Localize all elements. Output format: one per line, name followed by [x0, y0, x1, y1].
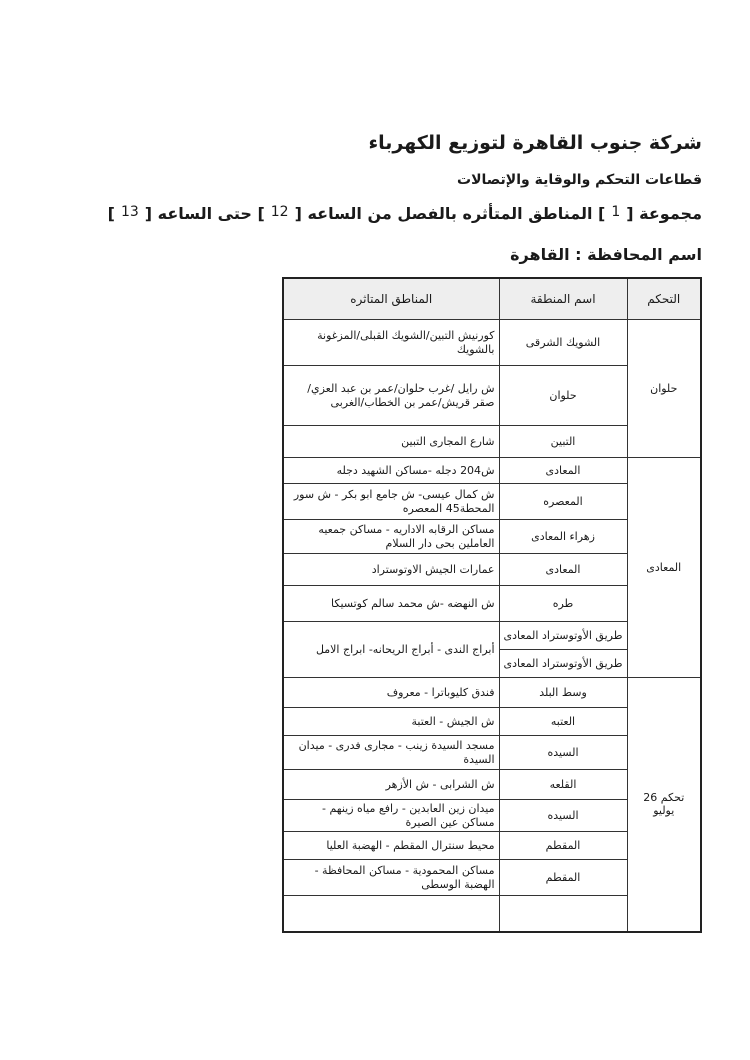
header-control: التحكم [627, 278, 701, 320]
zone-cell: الشويك الشرقى [499, 320, 627, 366]
control-cell: المعادى [627, 458, 701, 678]
zone-cell: المعصره [499, 484, 627, 520]
header-zone: اسم المنطقة [499, 278, 627, 320]
table-row [283, 458, 701, 484]
table-row [283, 678, 701, 708]
affected-cell: عمارات الجيش الاوتوستراد [283, 554, 499, 586]
affected-cell-empty [283, 896, 499, 932]
zone-cell: طريق الأوتوستراد المعادى [499, 622, 627, 650]
zone-cell: المقطم [499, 860, 627, 896]
table-row [283, 320, 701, 366]
affected-cell: كورنيش التبين/الشويك القبلى/المزغونة بالشويك [283, 320, 499, 366]
zone-cell: العتبه [499, 708, 627, 736]
zone-cell: المعادى [499, 554, 627, 586]
zone-cell: السيده [499, 736, 627, 770]
affected-cell: ميدان زين العابدين - رافع مياه زينهم - مساكن عين الصيرة [283, 800, 499, 832]
affected-cell: مسجد السيدة زينب - مجارى فدرى - ميدان السيدة [283, 736, 499, 770]
affected-cell: شارع المجارى التبين [283, 426, 499, 458]
zone-cell: زهراء المعادى [499, 520, 627, 554]
zone-cell: السيده [499, 800, 627, 832]
affected-cell: فندق كليوباترا - معروف [283, 678, 499, 708]
zone-cell: المعادى [499, 458, 627, 484]
affected-cell: ش الشرابى - ش الأزهر [283, 770, 499, 800]
affected-cell: أبراج الندى - أبراج الريحانه- ابراج الامل [283, 622, 499, 678]
affected-cell: ش كمال عيسى- ش جامع ابو بكر - ش سور المحطة45 المعصره [283, 484, 499, 520]
hour-to: 13 [120, 204, 139, 220]
group-prefix: مجموعة [ [626, 204, 702, 223]
affected-areas-table [282, 277, 702, 933]
control-cell: حلوان [627, 320, 701, 458]
group-heading [88, 204, 702, 223]
zone-cell: طريق الأوتوستراد المعادى [499, 650, 627, 678]
zone-cell: المقطم [499, 832, 627, 860]
zone-cell: طره [499, 586, 627, 622]
affected-cell: ش الجيش - العتبة [283, 708, 499, 736]
hour-from: 12 [270, 204, 289, 220]
zone-cell: التبين [499, 426, 627, 458]
group-mid-2: ] حتى الساعه [ [144, 204, 265, 223]
group-number: 1 [611, 204, 621, 220]
affected-cell: ش النهضه -ش محمد سالم كوتسيكا [283, 586, 499, 622]
company-title: شركة جنوب القاهرة لتوزيع الكهرباء [368, 132, 702, 154]
header-affected: المناطق المتاثره [283, 278, 499, 320]
department-title: قطاعات التحكم والوقاية والإتصالات [457, 172, 702, 188]
zone-cell: حلوان [499, 366, 627, 426]
group-mid-1: ] المناطق المتأثره بالفصل من الساعه [ [294, 204, 606, 223]
zone-cell: وسط البلد [499, 678, 627, 708]
table-header-row [283, 278, 701, 320]
affected-cell: ش رايل /غرب حلوان/عمر بن عبد العزي/صقر قريش/عمر بن الخطاب/الغربى [283, 366, 499, 426]
affected-cell: مساكن الرقابه الاداريه - مساكن جمعيه العاملين بحى دار السلام [283, 520, 499, 554]
zone-cell: القلعه [499, 770, 627, 800]
governorate-label: اسم المحافظة : القاهرة [510, 245, 702, 264]
control-cell: تحكم 26 يوليو [627, 678, 701, 932]
affected-cell: محيط سنترال المقطم - الهضبة العليا [283, 832, 499, 860]
zone-cell-empty [499, 896, 627, 932]
group-end: ] [107, 204, 115, 223]
affected-cell: ش204 دجله -مساكن الشهيد دجله [283, 458, 499, 484]
affected-cell: مساكن المحمودية - مساكن المحافظة - الهضبة الوسطى [283, 860, 499, 896]
